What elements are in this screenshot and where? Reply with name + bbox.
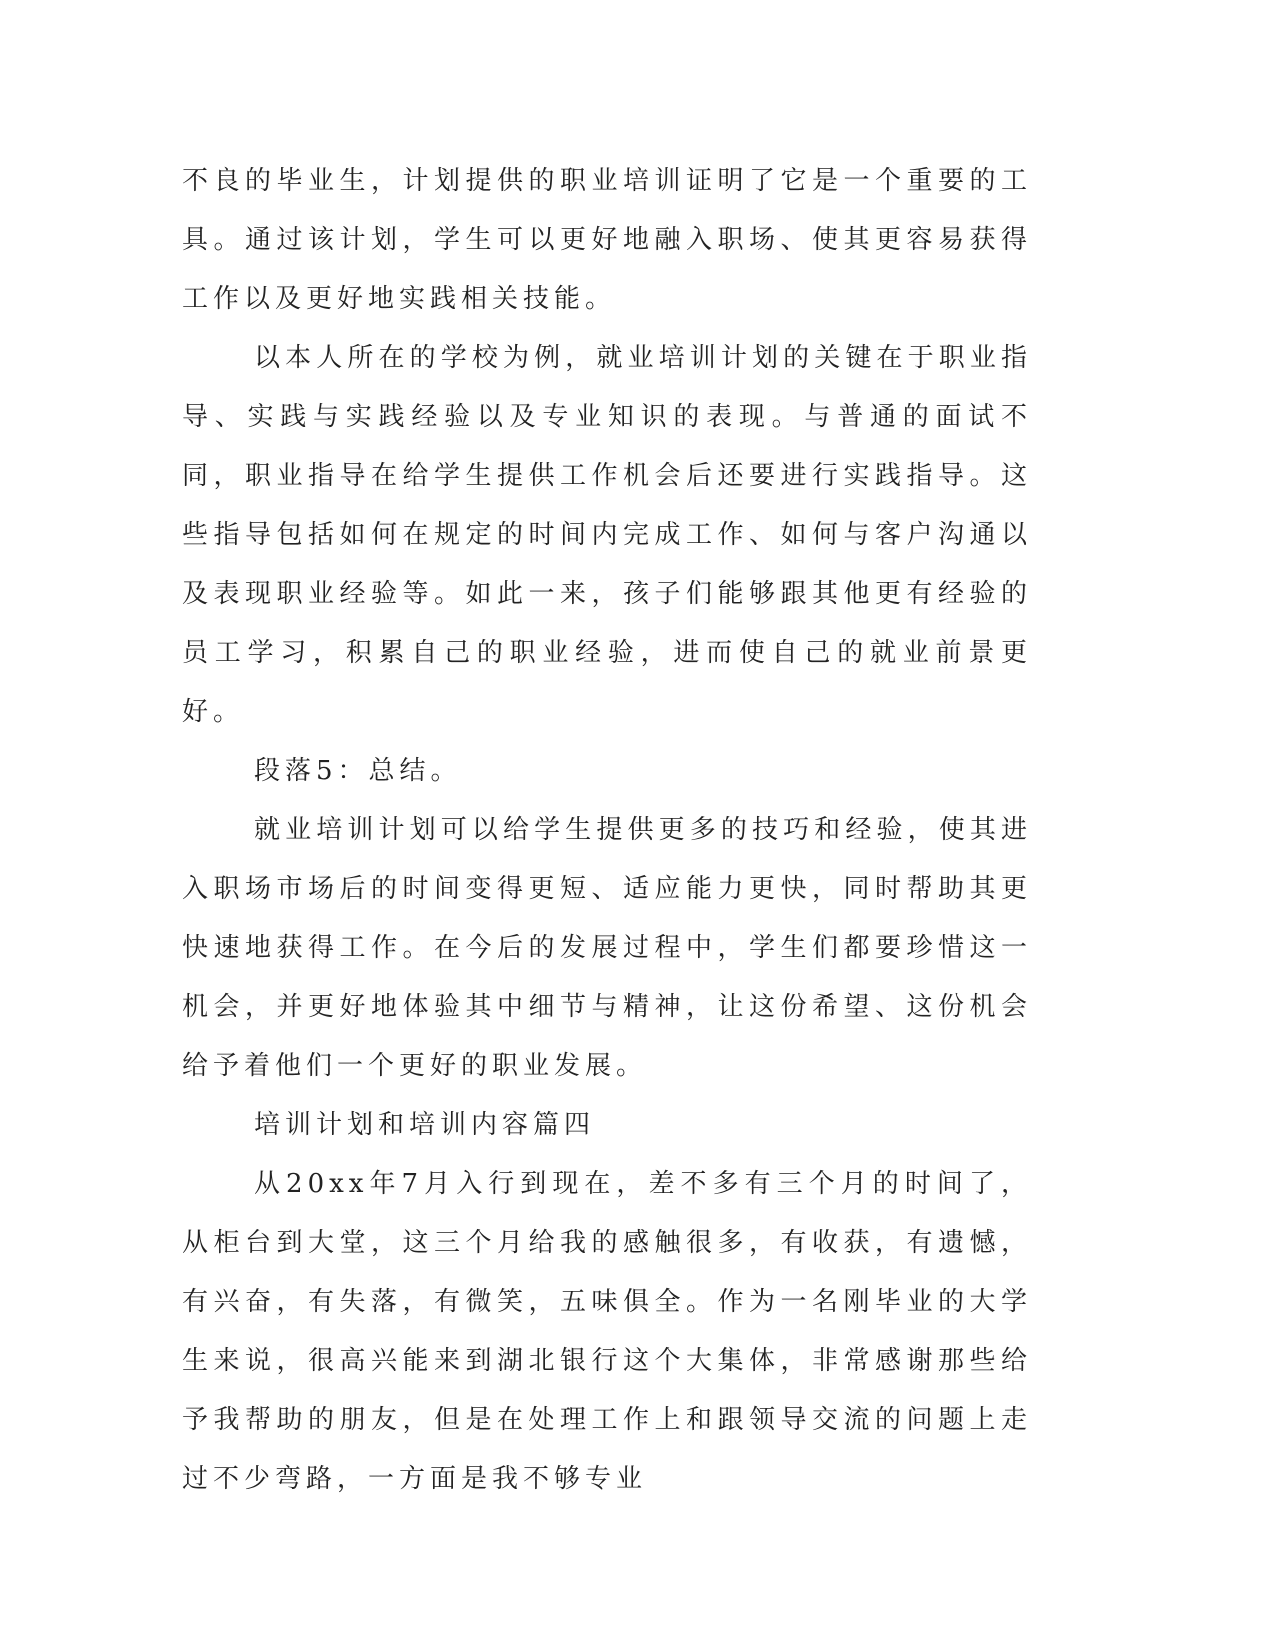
section-heading-summary: 段落5：总结。 <box>254 756 462 786</box>
article-title: 培训计划和培训内容篇四 <box>254 1110 596 1140</box>
paragraph-continuation: 不良的毕业生，计划提供的职业培训证明了它是一个重要的工具。通过该计划，学生可以更好地融入职场、使其更容易获得工作以及更好地实践相关技能。 <box>182 166 1032 314</box>
paragraph-experience: 从20xx年7月入行到现在，差不多有三个月的时间了，从柜台到大堂，这三个月给我的感触很多，有收获，有遗憾，有兴奋，有失落，有微笑，五味俱全。作为一名刚毕业的大学生来说，很高兴能来到湖北银行这个大集体，非常感谢那些给予我帮助的朋友，但是在处理工作上和跟领导交流的问题上走过不少弯路，一方面是我不够专业 <box>182 1169 1032 1494</box>
paragraph-summary: 就业培训计划可以给学生提供更多的技巧和经验，使其进入职场市场后的时间变得更短、适应能力更快，同时帮助其更快速地获得工作。在今后的发展过程中，学生们都要珍惜这一机会，并更好地体验其中细节与精神，让这份希望、这份机会给予着他们一个更好的职业发展。 <box>182 815 1032 1081</box>
document-body <box>182 152 1032 1509</box>
paragraph-school-example: 以本人所在的学校为例，就业培训计划的关键在于职业指导、实践与实践经验以及专业知识的表现。与普通的面试不同，职业指导在给学生提供工作机会后还要进行实践指导。这些指导包括如何在规定的时间内完成工作、如何与客户沟通以及表现职业经验等。如此一来，孩子们能够跟其他更有经验的员工学习，积累自己的职业经验，进而使自己的就业前景更好。 <box>182 343 1032 727</box>
